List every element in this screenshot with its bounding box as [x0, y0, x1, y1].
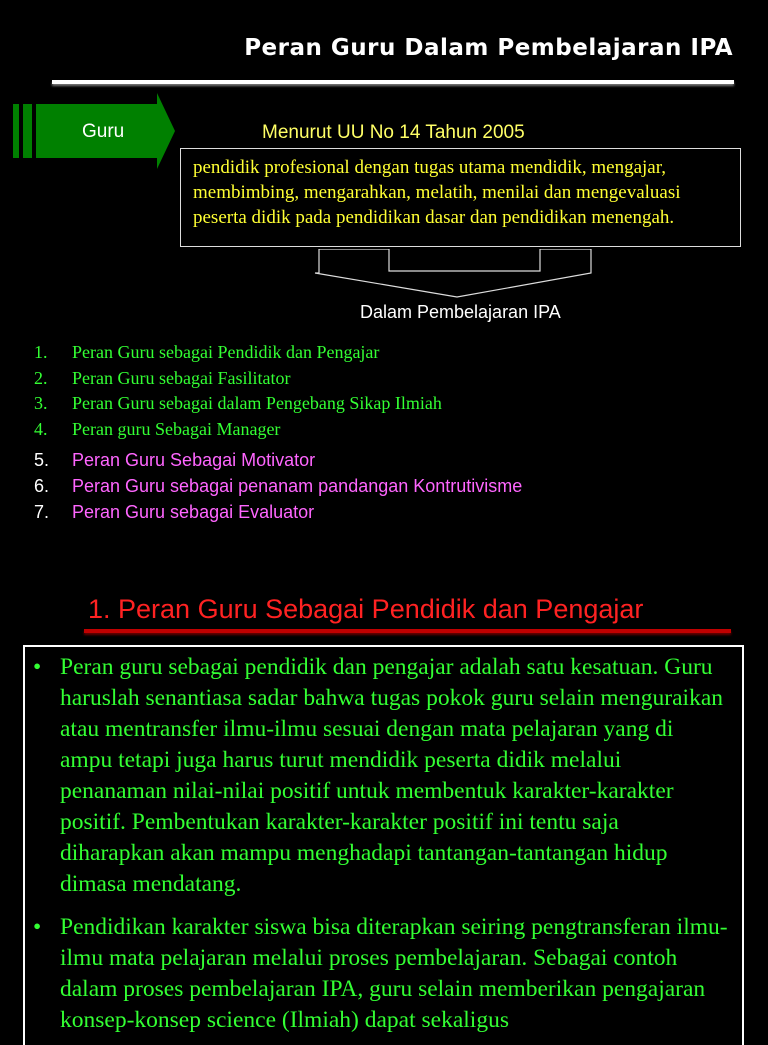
list-item: 6. Peran Guru sebagai penanam pandangan Kontrutivisme [34, 476, 523, 496]
title-underline [52, 80, 734, 84]
list-item: 7. Peran Guru sebagai Evaluator [34, 502, 315, 522]
down-arrow-shape [312, 249, 598, 301]
definition-heading: Menurut UU No 14 Tahun 2005 [262, 122, 525, 143]
roles-list-part1 [34, 340, 442, 442]
definition-box [180, 148, 741, 247]
bullet-paragraph [33, 912, 728, 1036]
bullet-icon: • [33, 914, 42, 940]
bullet-paragraph [33, 652, 728, 900]
list-item: 4. Peran guru Sebagai Manager [34, 418, 281, 439]
list-item: 5. Peran Guru Sebagai Motivator [34, 450, 316, 470]
section-underline [84, 629, 731, 633]
roles-list-part2 [34, 447, 522, 525]
slide-title: Peran Guru Dalam Pembelajaran IPA [244, 35, 733, 61]
definition-text: pendidik profesional dengan tugas utama mendidik, mengajar, membimbing, mengarahkan, melatih, menilai dan mengevaluasi peserta didik pada pendidikan dasar dan pendidikan menengah. [193, 157, 681, 228]
list-item: 1. Peran Guru sebagai Pendidik dan Pengajar [34, 342, 380, 362]
content-box [23, 645, 744, 1045]
list-item: 2. Peran Guru sebagai Fasilitator [34, 367, 291, 388]
bullet-icon: • [33, 654, 42, 680]
guru-label: Guru [82, 121, 125, 142]
paragraph-text: Peran guru sebagai pendidik dan pengajar adalah satu kesatuan. Guru haruslah senantiasa sadar bahwa tugas pokok guru selain menguraikan atau mentransfer ilmu-ilmu sesuai dengan mata pelajaran yang di ampu tetapi juga harus turut mendidik peserta didik melalui penanaman nilai-nilai positif untuk membentuk karakter-karakter positif. Pembentukan karakter-karakter positif ini tentu saja diharapkan akan mampu menghadapi tantangan-tantangan hidup dimasa mendatang. [60, 654, 724, 897]
paragraph-text: Pendidikan karakter siswa bisa diterapkan seiring pengtransferan ilmu-ilmu mata pelajaran melalui proses pembelajaran. Sebagai contoh dalam proses pembelajaran IPA, guru selain memberikan pengajaran konsep-konsep science (Ilmiah) dapat sekaligus [60, 914, 728, 1033]
section-title: 1. Peran Guru Sebagai Pendidik dan Pengajar [88, 594, 644, 624]
list-item: 3. Peran Guru sebagai dalam Pengebang Sikap Ilmiah [34, 393, 442, 413]
ipa-label: Dalam Pembelajaran IPA [360, 302, 561, 322]
